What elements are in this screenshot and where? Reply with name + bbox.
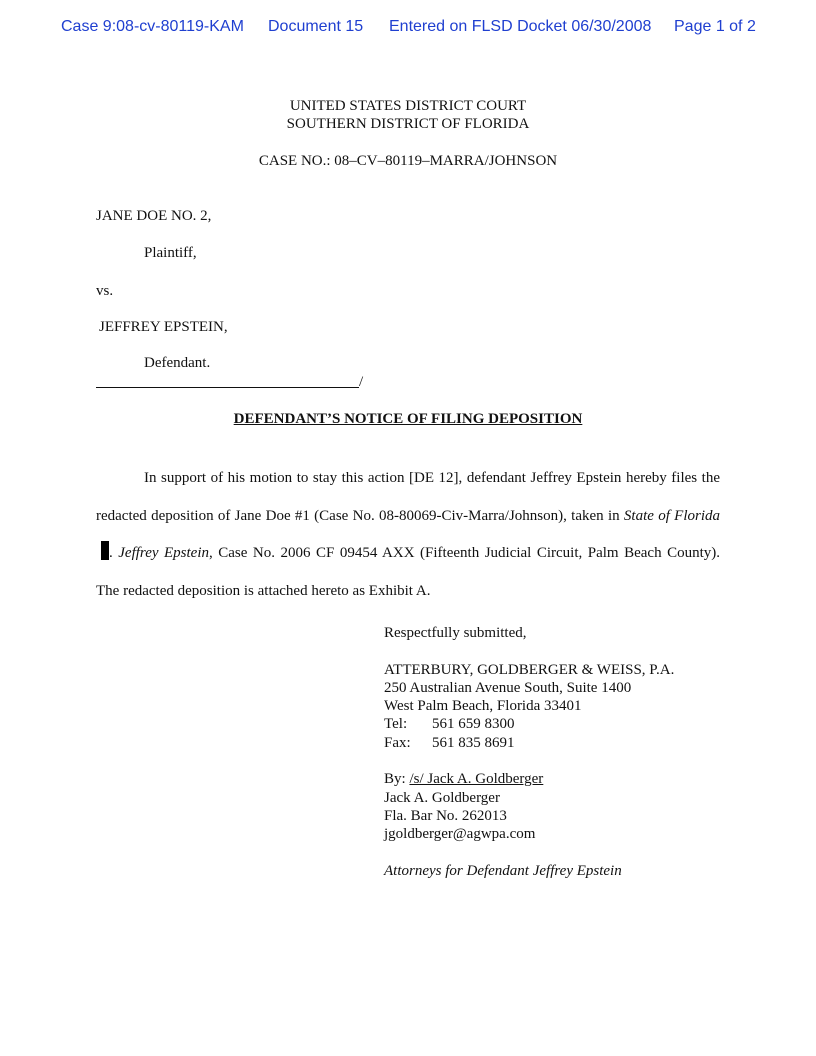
court-name: UNITED STATES DISTRICT COURT (289, 98, 527, 114)
header-page-count: Page 1 of 2 (674, 18, 756, 35)
attorneys-for: Attorneys for Defendant Jeffrey Epstein (384, 862, 622, 879)
fax-label: Fax: (384, 734, 411, 751)
signature-block (384, 624, 674, 880)
tel-number: 561 659 8300 (432, 716, 515, 733)
docket-header (0, 18, 816, 38)
case-number: CASE NO.: 08–CV–80119–MARRA/JOHNSON (258, 153, 558, 169)
defendant-role: Defendant. (144, 355, 211, 371)
fax-number: 561 835 8691 (432, 734, 515, 751)
bar-number: Fla. Bar No. 262013 (384, 807, 507, 824)
telephone (384, 715, 674, 733)
caption-rule (96, 387, 359, 388)
body-text-1: In support of his motion to stay this action [DE 12], defendant Jeffrey Epstein hereby files the redacted deposition of Jane Doe #1 (Case No. 08-80069-Civ-Marra/Johnson), taken in (96, 470, 720, 524)
signature-line (384, 770, 674, 788)
plaintiff-name: JANE DOE NO. 2, (96, 208, 212, 224)
attorney-email: jgoldberger@agwpa.com (384, 826, 536, 843)
case-style-state: State of Florida (623, 507, 721, 524)
defendant-name: JEFFREY EPSTEIN, (99, 319, 228, 335)
address-line-1: 250 Australian Avenue South, Suite 1400 (384, 679, 632, 696)
case-style-defendant: Jeffrey Epstein (118, 545, 210, 561)
body-text-3: , Case No. 2006 CF 09454 AXX (Fifteenth Judicial Circuit, Palm Beach County). The redacted deposition is attached hereto as Exhibit A. (96, 545, 720, 599)
plaintiff-role: Plaintiff, (144, 245, 197, 261)
electronic-signature: /s/ Jack A. Goldberger (409, 771, 544, 788)
document-title: DEFENDANT’S NOTICE OF FILING DEPOSITION (233, 411, 583, 427)
firm-name: ATTERBURY, GOLDBERGER & WEISS, P.A. (384, 661, 675, 678)
body-paragraph (96, 460, 720, 610)
closing: Respectfully submitted, (384, 625, 527, 641)
caption-slash: / (359, 374, 364, 390)
header-document-number: Document 15 (268, 18, 364, 35)
tel-label: Tel: (384, 716, 408, 733)
by-label: By: (384, 771, 410, 788)
header-entered-date: Entered on FLSD Docket 06/30/2008 (389, 18, 652, 35)
address-line-2: West Palm Beach, Florida 33401 (384, 698, 582, 715)
court-district: SOUTHERN DISTRICT OF FLORIDA (286, 116, 530, 132)
fax (384, 734, 674, 752)
body-text-2: . (109, 545, 119, 561)
versus: vs. (96, 283, 114, 299)
header-case-number: Case 9:08-cv-80119-KAM (61, 18, 244, 35)
attorney-name: Jack A. Goldberger (384, 789, 500, 806)
redaction-mark (101, 541, 109, 560)
